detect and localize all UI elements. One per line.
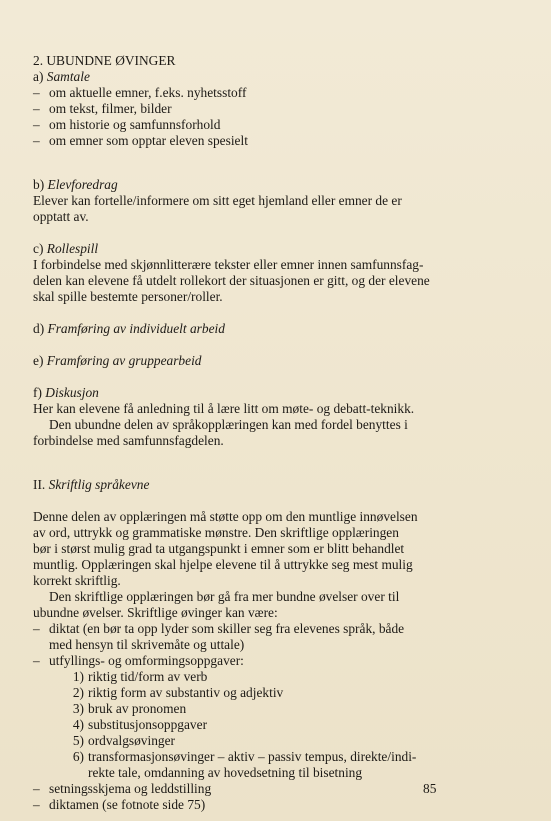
item-a-title: a) Samtale xyxy=(33,69,90,84)
paragraph-line: opptatt av. xyxy=(33,209,89,224)
item-d-title: d) Framføring av individuelt arbeid xyxy=(33,321,225,336)
numbered-list xyxy=(33,669,511,765)
list-item: – diktat (en bør ta opp lyder som skiller seg fra elevenes språk, både xyxy=(33,621,405,636)
paragraph-line: Den ubundne delen av språkopplæringen kan med fordel benyttes i xyxy=(49,417,408,432)
paragraph-line: I forbindelse med skjønnlitterære tekster eller emner innen samfunnsfag- xyxy=(33,257,424,272)
paragraph-line: ubundne øvelser. Skriftlige øvinger kan være: xyxy=(33,605,278,620)
numbered-item: 3) bruk av pronomen xyxy=(72,701,187,716)
list-item: – om emner som opptar eleven spesielt xyxy=(33,133,248,148)
numbered-item: 6) transformasjonsøvinger – aktiv – passiv tempus, direkte/indi- xyxy=(72,749,417,764)
page-body xyxy=(33,53,511,813)
paragraph-line: av ord, uttrykk og grammatiske mønstre. Den skriftlige opplæringen xyxy=(33,525,399,540)
paragraph-line: bør i størst mulig grad ta utgangspunkt i emner som er blitt behandlet xyxy=(33,541,405,556)
paragraph-line: Denne delen av opplæringen må støtte opp om den muntlige innøvelsen xyxy=(33,509,418,524)
list-item: – setningsskjema og leddstilling xyxy=(33,781,212,796)
paragraph-line: Den skriftlige opplæringen bør gå fra mer bundne øvelser over til xyxy=(49,589,400,604)
paragraph-line: korrekt skriftlig. xyxy=(33,573,121,588)
item-f-title: f) Diskusjon xyxy=(33,385,99,400)
paragraph-line: skal spille bestemte personer/roller. xyxy=(33,289,223,304)
list-item: – om tekst, filmer, bilder xyxy=(33,101,172,116)
item-e-title: e) Framføring av gruppearbeid xyxy=(33,353,202,368)
numbered-item-continuation: rekte tale, omdanning av hovedsetning til bisetning xyxy=(88,765,363,780)
list-item: – om aktuelle emner, f.eks. nyhetsstoff xyxy=(33,85,247,100)
item-b-title: b) Elevforedrag xyxy=(33,177,118,192)
numbered-item: 4) substitusjonsoppgaver xyxy=(72,717,208,732)
section-heading: 2. UBUNDNE ØVINGER xyxy=(33,53,176,68)
paragraph-line: Elever kan fortelle/informere om sitt eget hjemland eller emner de er xyxy=(33,193,402,208)
list-item-continuation: med hensyn til skrivemåte og uttale) xyxy=(49,637,245,652)
paragraph-line: delen kan elevene få utdelt rollekort der situasjonen er gitt, og der elevene xyxy=(33,273,430,288)
item-c-title: c) Rollespill xyxy=(33,241,99,256)
list-item: – diktamen (se fotnote side 75) xyxy=(33,797,206,812)
numbered-item: 1) riktig tid/form av verb xyxy=(72,669,208,684)
paragraph-line: forbindelse med samfunnsfagdelen. xyxy=(33,433,224,448)
numbered-item: 2) riktig form av substantiv og adjektiv xyxy=(72,685,284,700)
numbered-item: 5) ordvalgsøvinger xyxy=(72,733,176,748)
list-item: – utfyllings- og omformingsoppgaver: xyxy=(33,653,244,668)
paragraph-line: muntlig. Opplæringen skal hjelpe elevene til å uttrykke seg mest mulig xyxy=(33,557,413,572)
paragraph-line: Her kan elevene få anledning til å lære litt om møte- og debatt-teknikk. xyxy=(33,401,415,416)
list-item: – om historie og samfunnsforhold xyxy=(33,117,221,132)
page-number: 85 xyxy=(423,781,437,796)
section-heading: II. Skriftlig språkevne xyxy=(33,477,150,492)
